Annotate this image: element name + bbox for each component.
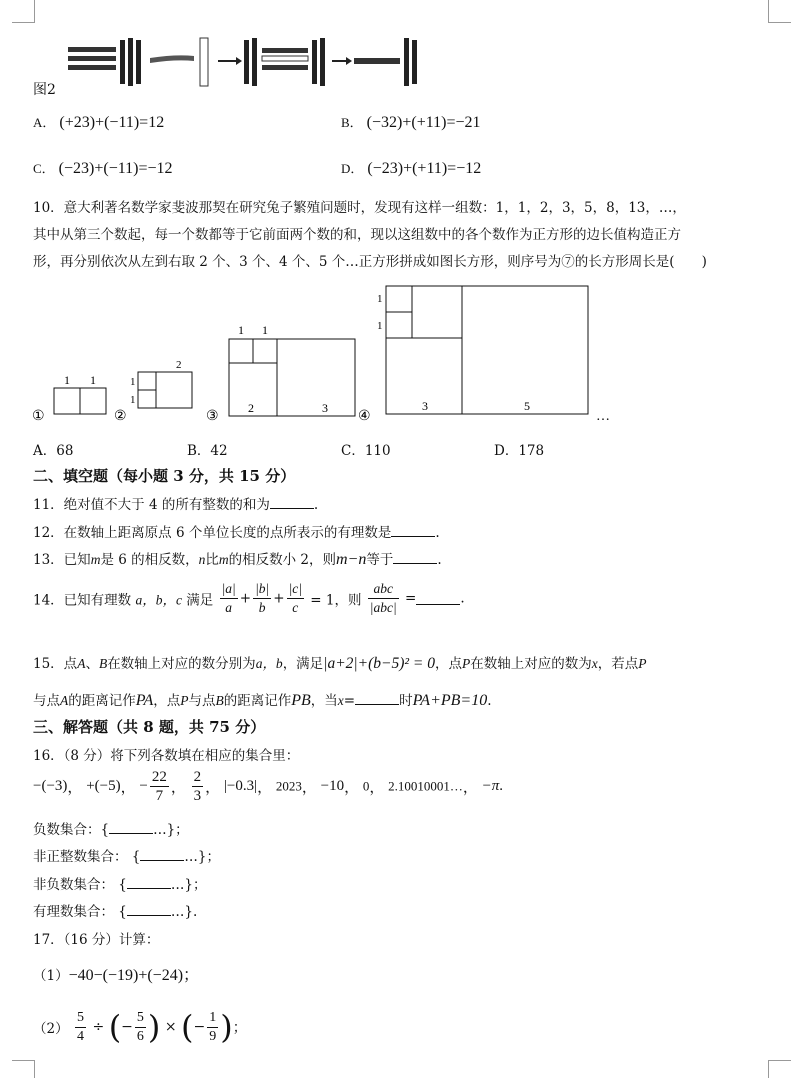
fig-marker-2: ②	[114, 409, 127, 424]
crop-mark-bottom-left	[12, 1060, 35, 1078]
q13: 13．已知m是 6 的相反数，n比m的相反数小 2，则m−n等于 .	[33, 551, 442, 568]
svg-text:5: 5	[524, 399, 530, 413]
q11: 11．绝对值不大于 4 的所有整数的和为 .	[33, 497, 319, 513]
q17-part-2: （2） $\frac{5}{4}$ ÷ (− $\frac{5}{6}$ ) × (− $\frac{1}{9}$ )；	[33, 1008, 247, 1046]
q10-option-d: D．178	[494, 443, 545, 459]
q10-option-b: B．42	[187, 443, 228, 459]
q12: 12．在数轴上距离原点 6 个单位长度的点所表示的有理数是 .	[33, 525, 440, 541]
q9-option-d: D． (−23)+(+11)=−12	[341, 160, 482, 177]
q15-line-1: 15．点A、B在数轴上对应的数分别为a，b，满足|a+2|+(b−5)² = 0，点P在数轴上对应的数为x，若点P	[33, 655, 647, 672]
figure-2-image	[66, 34, 426, 92]
q10-option-c: C．110	[341, 443, 391, 459]
q15-line-2: 与点A的距离记作PA，点P与点B的距离记作PB，当x= 时PA+PB=10.	[33, 692, 492, 709]
svg-text:2: 2	[176, 359, 182, 371]
q17-title: 17．（16 分）计算：	[33, 932, 160, 948]
crop-mark-top-right	[768, 0, 791, 23]
fig-marker-1: ①	[32, 409, 45, 424]
crop-mark-bottom-right	[768, 1060, 791, 1078]
fig-marker-4: ④	[358, 409, 371, 424]
q10-line-1: 10．意大利著名数学家斐波那契在研究兔子繁殖问题时，发现有这样一组数：1，1，2，3，5，8，13，…，	[33, 200, 686, 216]
q9-option-c: C． (−23)+(−11)=−12	[33, 160, 173, 177]
q16-set-nonnegative: 非负数集合： { …}；	[33, 877, 207, 893]
q16-set-rational: 有理数集合： { …}.	[33, 904, 198, 920]
svg-text:1: 1	[377, 320, 383, 332]
q10-line-2: 其中从第三个数起，每一个数都等于它前面两个数的和，现以这组数中的各个数作为正方形的边长值构造正方	[33, 227, 681, 243]
svg-text:1: 1	[130, 394, 136, 406]
q10-rectangles-figure	[28, 282, 628, 430]
q16-set-nonpositive-integer: 非正整数集合： { …}；	[33, 849, 220, 865]
svg-text:1: 1	[130, 376, 136, 388]
svg-text:1: 1	[90, 373, 96, 387]
q9-option-b: B． (−32)+(+11)=−21	[341, 114, 481, 131]
svg-text:1: 1	[377, 293, 383, 305]
svg-text:1: 1	[262, 323, 268, 337]
q10-line-3: 形，再分别依次从左到右取 2 个、3 个、4 个、5 个…正方形拼成如图长方形，则序号为⑦的长方形周长是( )	[33, 254, 707, 270]
q16-title: 16．（8 分）将下列各数填在相应的集合里：	[33, 748, 300, 764]
q10-option-a: A．68	[33, 443, 74, 459]
figure-2-label: 图2	[33, 82, 56, 98]
crop-mark-top-left	[12, 0, 35, 23]
q16-numbers: −(−3)， +(−5)， − $\frac{22}{7}$ ， $\frac{2}{3}$ ， |−0.3|， 2023， −10， 0， 2.10010001…， −π.	[33, 769, 504, 804]
q17-part-1: （1）−40−(−19)+(−24)；	[33, 967, 200, 984]
q16-set-negative: 负数集合：{ …}；	[33, 822, 189, 838]
svg-text:…: …	[596, 409, 610, 424]
q14: 14．已知有理数 a，b，c 满足 $\frac{|a|}{a}$ + $\frac{|b|}{b}$ + $\frac{|c|}{c}$ = 1，则 $\frac{\text{abc}}{\text{|abc|}}$ = .	[33, 581, 465, 615]
section-2-heading: 二、填空题（每小题 3 分，共 15 分）	[33, 467, 296, 485]
svg-text:1: 1	[64, 373, 70, 387]
svg-text:2: 2	[248, 401, 254, 415]
fig-marker-3: ③	[206, 409, 219, 424]
svg-text:3: 3	[422, 399, 428, 413]
q9-option-a: A． (+23)+(−11)=12	[33, 114, 165, 131]
svg-text:3: 3	[322, 401, 328, 415]
section-3-heading: 三、解答题（共 8 题，共 75 分）	[33, 718, 266, 736]
svg-text:1: 1	[238, 323, 244, 337]
